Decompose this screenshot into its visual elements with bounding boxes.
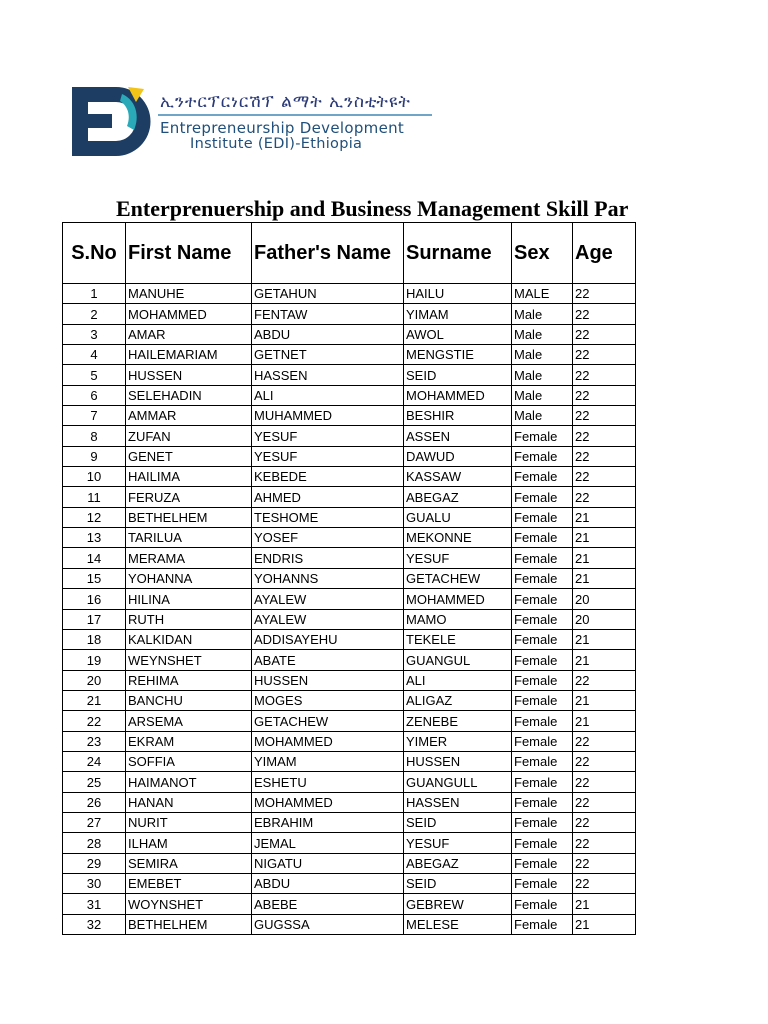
cell-fathers-name: GETNET — [252, 345, 404, 365]
cell-age: 22 — [573, 792, 636, 812]
cell-first-name: YOHANNA — [126, 568, 252, 588]
cell-age: 22 — [573, 385, 636, 405]
cell-sex: Male — [512, 324, 573, 344]
cell-fathers-name: MUHAMMED — [252, 406, 404, 426]
table-row — [63, 690, 636, 710]
table-row — [63, 914, 636, 934]
cell-sex: Female — [512, 568, 573, 588]
table-header-row — [63, 223, 636, 284]
cell-fathers-name: GETAHUN — [252, 284, 404, 304]
cell-first-name: BETHELHEM — [126, 914, 252, 934]
cell-sno: 7 — [63, 406, 126, 426]
cell-age: 22 — [573, 426, 636, 446]
cell-sno: 17 — [63, 609, 126, 629]
cell-sno: 26 — [63, 792, 126, 812]
cell-first-name: MANUHE — [126, 284, 252, 304]
table-row — [63, 406, 636, 426]
table-row — [63, 711, 636, 731]
cell-surname: GEBREW — [404, 894, 512, 914]
cell-sno: 10 — [63, 467, 126, 487]
cell-sno: 27 — [63, 812, 126, 832]
cell-sex: Female — [512, 589, 573, 609]
cell-age: 21 — [573, 894, 636, 914]
cell-surname: MEKONNE — [404, 528, 512, 548]
cell-first-name: SOFFIA — [126, 751, 252, 771]
table-row — [63, 284, 636, 304]
cell-sex: Female — [512, 629, 573, 649]
cell-fathers-name: ALI — [252, 385, 404, 405]
cell-age: 22 — [573, 833, 636, 853]
table-row — [63, 894, 636, 914]
cell-fathers-name: GETACHEW — [252, 711, 404, 731]
cell-fathers-name: YOSEF — [252, 528, 404, 548]
table-row — [63, 731, 636, 751]
cell-sno: 11 — [63, 487, 126, 507]
cell-first-name: HAILEMARIAM — [126, 345, 252, 365]
cell-sno: 15 — [63, 568, 126, 588]
cell-sex: Female — [512, 467, 573, 487]
cell-sno: 6 — [63, 385, 126, 405]
cell-sno: 19 — [63, 650, 126, 670]
cell-fathers-name: YIMAM — [252, 751, 404, 771]
table-row — [63, 772, 636, 792]
cell-sno: 21 — [63, 690, 126, 710]
cell-sno: 1 — [63, 284, 126, 304]
table-row — [63, 507, 636, 527]
table-row — [63, 833, 636, 853]
cell-age: 22 — [573, 670, 636, 690]
cell-sex: Female — [512, 446, 573, 466]
header-sno: S.No — [63, 223, 126, 284]
cell-sex: Female — [512, 650, 573, 670]
cell-first-name: ZUFAN — [126, 426, 252, 446]
cell-sex: Female — [512, 873, 573, 893]
cell-sex: Female — [512, 426, 573, 446]
cell-first-name: NURIT — [126, 812, 252, 832]
table-row — [63, 589, 636, 609]
cell-surname: ZENEBE — [404, 711, 512, 731]
cell-surname: MOHAMMED — [404, 589, 512, 609]
cell-surname: ASSEN — [404, 426, 512, 446]
cell-fathers-name: KEBEDE — [252, 467, 404, 487]
cell-fathers-name: YESUF — [252, 446, 404, 466]
cell-sno: 12 — [63, 507, 126, 527]
cell-first-name: MOHAMMED — [126, 304, 252, 324]
cell-fathers-name: MOHAMMED — [252, 731, 404, 751]
table-row — [63, 365, 636, 385]
cell-first-name: HILINA — [126, 589, 252, 609]
cell-first-name: ARSEMA — [126, 711, 252, 731]
cell-sex: Female — [512, 487, 573, 507]
cell-first-name: WEYNSHET — [126, 650, 252, 670]
cell-sno: 2 — [63, 304, 126, 324]
cell-sex: Female — [512, 853, 573, 873]
table-row — [63, 873, 636, 893]
cell-surname: BESHIR — [404, 406, 512, 426]
cell-first-name: MERAMA — [126, 548, 252, 568]
cell-first-name: TARILUA — [126, 528, 252, 548]
cell-age: 20 — [573, 589, 636, 609]
cell-surname: YIMAM — [404, 304, 512, 324]
cell-age: 21 — [573, 528, 636, 548]
cell-first-name: GENET — [126, 446, 252, 466]
cell-surname: YESUF — [404, 548, 512, 568]
cell-sex: Female — [512, 894, 573, 914]
cell-surname: YESUF — [404, 833, 512, 853]
table-row — [63, 385, 636, 405]
cell-first-name: AMMAR — [126, 406, 252, 426]
table-row — [63, 345, 636, 365]
table-row — [63, 304, 636, 324]
table-row — [63, 548, 636, 568]
cell-age: 22 — [573, 751, 636, 771]
header-surname: Surname — [404, 223, 512, 284]
cell-sex: Female — [512, 507, 573, 527]
cell-sex: Female — [512, 690, 573, 710]
cell-sex: Female — [512, 812, 573, 832]
cell-surname: MAMO — [404, 609, 512, 629]
cell-fathers-name: ABATE — [252, 650, 404, 670]
cell-first-name: HAIMANOT — [126, 772, 252, 792]
cell-sex: Male — [512, 365, 573, 385]
cell-surname: SEID — [404, 873, 512, 893]
cell-fathers-name: ABDU — [252, 873, 404, 893]
cell-sex: Female — [512, 833, 573, 853]
cell-age: 22 — [573, 406, 636, 426]
table-row — [63, 487, 636, 507]
cell-sno: 32 — [63, 914, 126, 934]
table-row — [63, 670, 636, 690]
cell-age: 22 — [573, 853, 636, 873]
cell-fathers-name: JEMAL — [252, 833, 404, 853]
cell-sno: 28 — [63, 833, 126, 853]
cell-surname: KASSAW — [404, 467, 512, 487]
cell-age: 21 — [573, 507, 636, 527]
cell-first-name: AMAR — [126, 324, 252, 344]
cell-fathers-name: ADDISAYEHU — [252, 629, 404, 649]
cell-surname: GUANGUL — [404, 650, 512, 670]
cell-sex: Female — [512, 711, 573, 731]
table-row — [63, 629, 636, 649]
cell-age: 22 — [573, 772, 636, 792]
header-fathers-name: Father's Name — [252, 223, 404, 284]
logo-english-line2: Institute (EDI)-Ethiopia — [190, 136, 363, 152]
cell-first-name: BETHELHEM — [126, 507, 252, 527]
cell-sno: 14 — [63, 548, 126, 568]
table-body — [63, 284, 636, 935]
cell-sno: 8 — [63, 426, 126, 446]
cell-sno: 3 — [63, 324, 126, 344]
cell-sex: Male — [512, 406, 573, 426]
logo-english-line1: Entrepreneurship Development — [160, 119, 405, 137]
cell-surname: HAILU — [404, 284, 512, 304]
cell-age: 21 — [573, 629, 636, 649]
cell-sno: 5 — [63, 365, 126, 385]
cell-surname: SEID — [404, 812, 512, 832]
cell-sno: 30 — [63, 873, 126, 893]
cell-fathers-name: GUGSSA — [252, 914, 404, 934]
cell-fathers-name: MOHAMMED — [252, 792, 404, 812]
cell-sno: 18 — [63, 629, 126, 649]
edi-logo-mark — [70, 84, 154, 160]
cell-surname: AWOL — [404, 324, 512, 344]
cell-first-name: BANCHU — [126, 690, 252, 710]
cell-sex: Male — [512, 304, 573, 324]
cell-age: 22 — [573, 284, 636, 304]
cell-fathers-name: EBRAHIM — [252, 812, 404, 832]
cell-age: 22 — [573, 345, 636, 365]
cell-sex: Female — [512, 670, 573, 690]
cell-surname: ALI — [404, 670, 512, 690]
cell-surname: MOHAMMED — [404, 385, 512, 405]
cell-surname: MENGSTIE — [404, 345, 512, 365]
cell-fathers-name: ABEBE — [252, 894, 404, 914]
logo-divider — [158, 114, 432, 116]
cell-fathers-name: HASSEN — [252, 365, 404, 385]
cell-fathers-name: YESUF — [252, 426, 404, 446]
cell-age: 21 — [573, 548, 636, 568]
cell-sno: 20 — [63, 670, 126, 690]
cell-sno: 16 — [63, 589, 126, 609]
cell-sex: Female — [512, 792, 573, 812]
cell-fathers-name: AYALEW — [252, 609, 404, 629]
table-row — [63, 324, 636, 344]
cell-surname: ABEGAZ — [404, 853, 512, 873]
cell-age: 22 — [573, 304, 636, 324]
cell-surname: TEKELE — [404, 629, 512, 649]
cell-sex: Female — [512, 528, 573, 548]
document-title: Enterprenuership and Business Management Skill Par — [116, 196, 629, 221]
cell-fathers-name: NIGATU — [252, 853, 404, 873]
table-row — [63, 650, 636, 670]
header-first-name: First Name — [126, 223, 252, 284]
cell-surname: HASSEN — [404, 792, 512, 812]
cell-surname: GUALU — [404, 507, 512, 527]
cell-age: 22 — [573, 873, 636, 893]
cell-age: 22 — [573, 812, 636, 832]
edi-logo — [70, 84, 440, 160]
cell-fathers-name: YOHANNS — [252, 568, 404, 588]
cell-first-name: ILHAM — [126, 833, 252, 853]
cell-age: 21 — [573, 711, 636, 731]
cell-surname: DAWUD — [404, 446, 512, 466]
table-row — [63, 853, 636, 873]
table-row — [63, 609, 636, 629]
header-sex: Sex — [512, 223, 573, 284]
cell-surname: GETACHEW — [404, 568, 512, 588]
table-row — [63, 568, 636, 588]
cell-age: 22 — [573, 324, 636, 344]
cell-age: 21 — [573, 568, 636, 588]
cell-surname: GUANGULL — [404, 772, 512, 792]
cell-fathers-name: ENDRIS — [252, 548, 404, 568]
cell-surname: YIMER — [404, 731, 512, 751]
cell-sex: MALE — [512, 284, 573, 304]
cell-first-name: FERUZA — [126, 487, 252, 507]
cell-fathers-name: AHMED — [252, 487, 404, 507]
cell-sex: Female — [512, 548, 573, 568]
cell-sex: Female — [512, 751, 573, 771]
cell-age: 21 — [573, 914, 636, 934]
table-row — [63, 446, 636, 466]
cell-age: 22 — [573, 731, 636, 751]
table-row — [63, 528, 636, 548]
cell-fathers-name: ESHETU — [252, 772, 404, 792]
cell-sno: 29 — [63, 853, 126, 873]
cell-sno: 25 — [63, 772, 126, 792]
cell-sno: 31 — [63, 894, 126, 914]
cell-fathers-name: MOGES — [252, 690, 404, 710]
table-row — [63, 751, 636, 771]
logo-amharic-text: ኢንተርፕርነርሽፕ ልማት ኢንስቲትዩት — [160, 92, 411, 112]
cell-fathers-name: FENTAW — [252, 304, 404, 324]
cell-sex: Female — [512, 914, 573, 934]
cell-sno: 13 — [63, 528, 126, 548]
cell-first-name: REHIMA — [126, 670, 252, 690]
cell-first-name: HUSSEN — [126, 365, 252, 385]
table-row — [63, 812, 636, 832]
cell-fathers-name: ABDU — [252, 324, 404, 344]
cell-sex: Female — [512, 731, 573, 751]
cell-first-name: SEMIRA — [126, 853, 252, 873]
cell-fathers-name: AYALEW — [252, 589, 404, 609]
cell-surname: ABEGAZ — [404, 487, 512, 507]
cell-sno: 9 — [63, 446, 126, 466]
cell-sex: Male — [512, 345, 573, 365]
table-row — [63, 467, 636, 487]
cell-surname: SEID — [404, 365, 512, 385]
cell-first-name: EKRAM — [126, 731, 252, 751]
cell-surname: HUSSEN — [404, 751, 512, 771]
cell-sno: 22 — [63, 711, 126, 731]
table-row — [63, 426, 636, 446]
participants-table — [62, 222, 636, 935]
cell-first-name: WOYNSHET — [126, 894, 252, 914]
table-row — [63, 792, 636, 812]
cell-age: 22 — [573, 365, 636, 385]
cell-first-name: EMEBET — [126, 873, 252, 893]
cell-first-name: HAILIMA — [126, 467, 252, 487]
cell-sex: Female — [512, 772, 573, 792]
cell-surname: MELESE — [404, 914, 512, 934]
cell-age: 21 — [573, 690, 636, 710]
cell-first-name: HANAN — [126, 792, 252, 812]
cell-age: 22 — [573, 467, 636, 487]
cell-sex: Male — [512, 385, 573, 405]
header-age: Age — [573, 223, 636, 284]
cell-sno: 23 — [63, 731, 126, 751]
cell-first-name: SELEHADIN — [126, 385, 252, 405]
cell-sno: 4 — [63, 345, 126, 365]
cell-sex: Female — [512, 609, 573, 629]
cell-first-name: KALKIDAN — [126, 629, 252, 649]
cell-age: 21 — [573, 650, 636, 670]
cell-fathers-name: TESHOME — [252, 507, 404, 527]
cell-first-name: RUTH — [126, 609, 252, 629]
cell-age: 20 — [573, 609, 636, 629]
cell-sno: 24 — [63, 751, 126, 771]
cell-surname: ALIGAZ — [404, 690, 512, 710]
cell-age: 22 — [573, 446, 636, 466]
cell-fathers-name: HUSSEN — [252, 670, 404, 690]
cell-age: 22 — [573, 487, 636, 507]
